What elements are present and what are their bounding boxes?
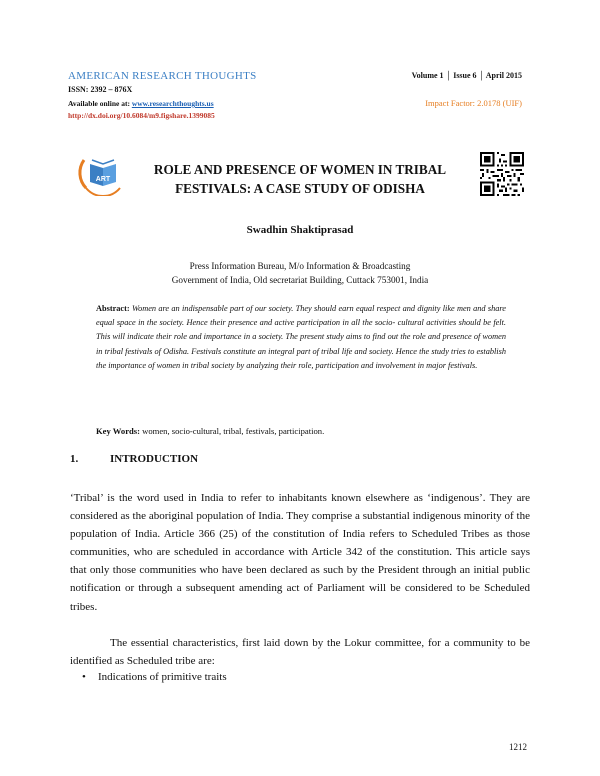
author-name: Swadhin Shaktiprasad <box>246 224 354 236</box>
qr-code-icon <box>480 152 524 196</box>
online-label: Available online at: <box>68 99 132 108</box>
abstract-label: Abstract: <box>96 304 132 313</box>
title-line-1: ROLE AND PRESENCE OF WOMEN IN TRIBAL <box>153 162 447 177</box>
title-line-2: FESTIVALS: A CASE STUDY OF ODISHA <box>175 181 425 196</box>
journal-name: AMERICAN RESEARCH THOUGHTS <box>68 70 257 82</box>
abstract-text: Women are an indispensable part of our society. They should earn equal respect and dignity like men and share equal space in the society. Hence their presence and active participation in all the socio- cultural activities should be felt. This will indicate their role and importance in a society. The present study aims to find out the role and presence of women in tribal festivals of Odisha. Festivals constitute an integral part of tribal life and society. Hence the study tries to establish the importance of women in tribal society by analyzing their role, participation and involvement in major festivals. <box>96 304 506 370</box>
affiliation-line-2: Government of India, Old secretariat Building, Cuttack 753001, India <box>171 275 429 285</box>
affiliation-line-1: Press Information Bureau, M/o Information & Broadcasting <box>189 261 411 271</box>
paragraph: ‘Tribal’ is the word used in India to refer to inhabitants known elsewhere as ‘indigenous’. They are considered as the aboriginal population of India. They comprise a substantial indigenous minority of the population of India. Article 366 (25) of the constitution of India refers to Scheduled Tribes as those communities, who are scheduled in accordance with Article 342 of the constitution. This article says that only those communities who have been declared as such by the President through an initial public notification or through a subsequent amending act of Parliament will be considered to be Scheduled tribes. <box>70 492 530 613</box>
keywords <box>96 426 506 436</box>
paper-title <box>140 160 460 198</box>
online-availability <box>68 99 214 108</box>
section-number: 1. <box>70 453 79 465</box>
section-title: INTRODUCTION <box>110 453 199 465</box>
paragraph: The essential characteristics, first laid down by the Lokur committee, for a community to be identified as Scheduled tribe are: <box>70 637 530 668</box>
book-logo-icon <box>76 148 130 196</box>
author-affiliation <box>110 259 490 287</box>
volume-issue: Volume 1 │ Issue 6 │ April 2015 <box>411 71 522 80</box>
section-heading <box>70 453 198 465</box>
list-item-text: Indications of primitive traits <box>98 671 227 683</box>
abstract <box>96 302 506 373</box>
keywords-text: women, socio-cultural, tribal, festivals, participation. <box>142 426 325 436</box>
page-number: 1212 <box>509 742 527 752</box>
bullet-icon: • <box>82 671 86 683</box>
list-item <box>82 671 227 683</box>
doi-link[interactable]: http://dx.doi.org/10.6084/m9.figshare.1399085 <box>68 111 215 120</box>
keywords-label: Key Words: <box>96 426 143 436</box>
impact-factor: Impact Factor: 2.0178 (UIF) <box>425 98 522 108</box>
issn: ISSN: 2392 – 876X <box>68 85 133 94</box>
logo-text: ART <box>95 176 111 183</box>
journal-website-link[interactable]: www.researchthoughts.us <box>131 99 214 108</box>
